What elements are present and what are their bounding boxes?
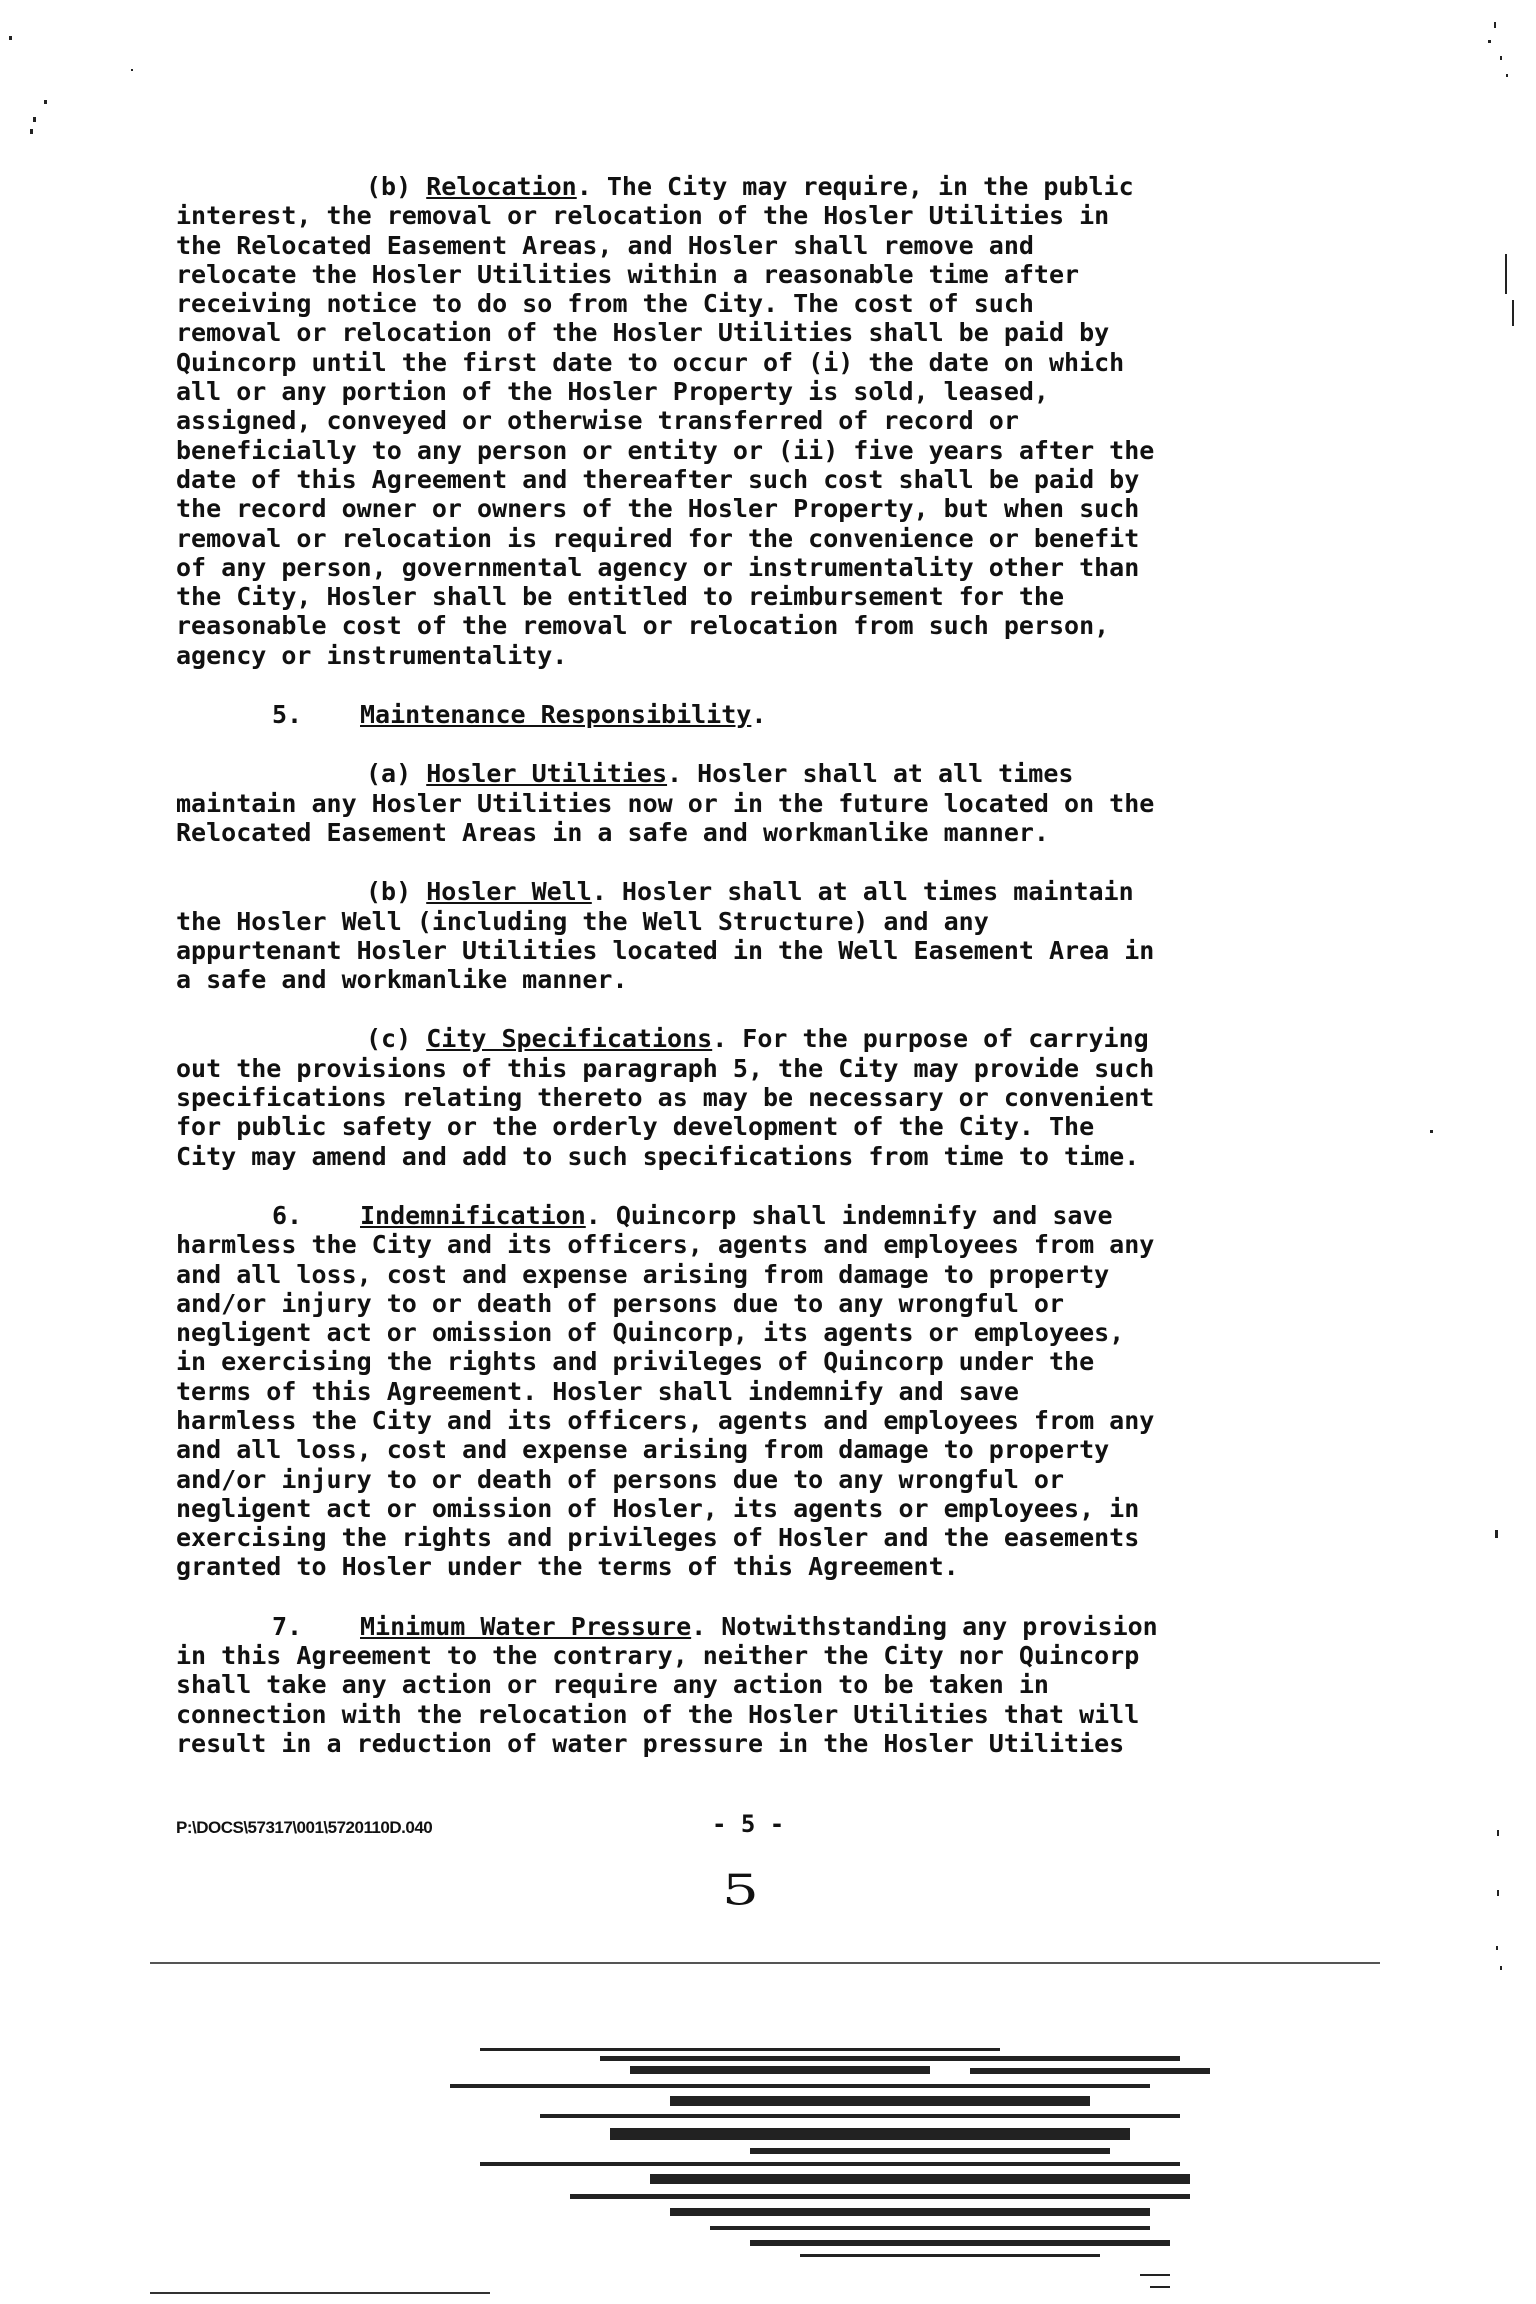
scan-speck: [1495, 1530, 1498, 1538]
page-number: - 5 -: [712, 1810, 785, 1838]
noise-bar: [970, 2068, 1210, 2074]
scan-speck: [1430, 1130, 1433, 1133]
noise-bar: [750, 2148, 1110, 2154]
paragraph-title: Minimum Water Pressure: [360, 1611, 692, 1641]
paragraph-body: interest, the removal or relocation of the Hosler Utilities in the Relocated Easement Areas, and Hosler shall remove and relocate the Hosler Utilities within a reasonable time after receiving notice to do so from the City. The cost of such removal or relocation of the Hosler Utilities shall be paid by Quincorp until the first date to occur of (i) the date on which all or any portion of the Hosler Property is sold, leased, assigned, conveyed or otherwise transferred of record or beneficially to any person or entity or (ii) five years after the date of this Agreement and thereafter such cost shall be paid by the record owner or owners of the Hosler Property, but when such removal or relocation is required for the convenience or benefit of any person, governmental agency or instrumentality other than the City, Hosler shall be entitled to reimbursement for the reasonable cost of the removal or relocation from such person, agency or instrumentality.: [176, 201, 1155, 670]
paragraph-label: 6.: [272, 1200, 303, 1230]
paragraph-title: Hosler Well: [426, 877, 592, 907]
paragraph-first-line: . For the purpose of carrying: [712, 1024, 1149, 1054]
paragraph-4b: [176, 172, 1344, 670]
file-path-footer: P:\DOCS\57317\001\5720110D.040: [176, 1818, 433, 1837]
paragraph-5b: [176, 877, 1344, 994]
scan-speck: [30, 129, 33, 134]
paragraph-label: 7.: [272, 1611, 303, 1641]
paragraph-body: in this Agreement to the contrary, neither the City nor Quincorp shall take any action or require any action to be taken in connection with the relocation of the Hosler Utilities that will result in a reduction of water pressure in the Hosler Utilities: [176, 1641, 1140, 1758]
noise-bar: [1150, 2286, 1170, 2288]
paragraph-body: maintain any Hosler Utilities now or in the future located on the Relocated Easement Areas in a safe and workmanlike manner.: [176, 788, 1155, 847]
scan-noise-band: [150, 2048, 1380, 2304]
section-5-heading: [176, 700, 1344, 729]
paragraph-title: Hosler Utilities: [426, 759, 668, 789]
paragraph-6: [176, 1201, 1344, 1582]
noise-bar: [150, 2292, 490, 2294]
scan-speck: [1497, 1890, 1499, 1896]
scan-speck: [33, 117, 36, 122]
scan-rule-line: [150, 1962, 1380, 1964]
noise-bar: [670, 2208, 1150, 2216]
noise-bar: [570, 2194, 1190, 2199]
handwritten-page-number: 5: [722, 1865, 759, 1915]
paragraph-first-line: . Hosler shall at all times maintain: [591, 877, 1134, 907]
section-title: Maintenance Responsibility: [360, 700, 752, 730]
noise-bar: [610, 2128, 1130, 2140]
noise-bar: [1140, 2274, 1170, 2276]
paragraph-title: Indemnification: [360, 1200, 586, 1230]
scan-speck: [1496, 1946, 1498, 1950]
scan-speck: [9, 36, 12, 40]
noise-bar: [480, 2162, 1180, 2166]
scan-speck: [1505, 254, 1507, 294]
section-label: 5.: [272, 700, 303, 730]
noise-bar: [600, 2056, 1180, 2061]
scan-speck: [131, 69, 133, 71]
noise-bar: [800, 2254, 1100, 2257]
noise-bar: [450, 2084, 1150, 2088]
paragraph-title: City Specifications: [426, 1024, 713, 1054]
paragraph-first-line: . Notwithstanding any provision: [691, 1611, 1158, 1641]
scan-speck: [1506, 74, 1508, 77]
paragraph-first-line: . Hosler shall at all times: [667, 759, 1074, 789]
document-body: [176, 172, 1344, 1758]
scan-speck: [1500, 1966, 1502, 1970]
scan-speck: [1494, 22, 1496, 28]
noise-bar: [710, 2226, 1150, 2230]
paragraph-body: out the provisions of this paragraph 5, the City may provide such specifications relating thereto as may be necessary or convenient for public safety or the orderly development of the City. The City may amend and add to such specifications from time to time.: [176, 1053, 1155, 1171]
noise-bar: [480, 2048, 1000, 2051]
section-title-punct: .: [751, 700, 767, 730]
noise-bar: [630, 2066, 930, 2074]
paragraph-5a: [176, 759, 1344, 847]
paragraph-body: the Hosler Well (including the Well Structure) and any appurtenant Hosler Utilities located in the Well Easement Area in a safe and workmanlike manner.: [176, 906, 1155, 995]
noise-bar: [670, 2096, 1090, 2106]
paragraph-first-line: . The City may require, in the public: [576, 172, 1134, 201]
scan-speck: [1488, 40, 1491, 43]
paragraph-label: (a): [366, 759, 412, 789]
paragraph-label: (c): [366, 1024, 412, 1054]
scan-speck: [1512, 300, 1514, 326]
paragraph-label: (b): [366, 877, 412, 907]
scan-speck: [44, 100, 47, 104]
paragraph-body: harmless the City and its officers, agents and employees from any and all loss, cost and expense arising from damage to property and/or injury to or death of persons due to any wrongful or negligent act or omission of Quincorp, its agents or employees, in exercising the rights and privileges of Quincorp under the terms of this Agreement. Hosler shall indemnify and save harmless the City and its officers, agents and employees from any and all loss, cost and expense arising from damage to property and/or injury to or death of persons due to any wrongful or negligent act or omission of Hosler, its agents or employees, in exercising the rights and privileges of Hosler and the easements granted to Hosler under the terms of this Agreement.: [176, 1230, 1155, 1582]
paragraph-5c: [176, 1024, 1344, 1170]
noise-bar: [540, 2114, 1180, 2118]
paragraph-first-line: . Quincorp shall indemnify and save: [585, 1200, 1113, 1230]
paragraph-title: Relocation: [426, 172, 577, 201]
noise-bar: [750, 2240, 1170, 2246]
paragraph-label: (b): [366, 172, 412, 201]
noise-bar: [650, 2174, 1190, 2184]
scan-speck: [1500, 56, 1502, 60]
scan-speck: [1497, 1830, 1499, 1836]
paragraph-7: [176, 1612, 1344, 1758]
